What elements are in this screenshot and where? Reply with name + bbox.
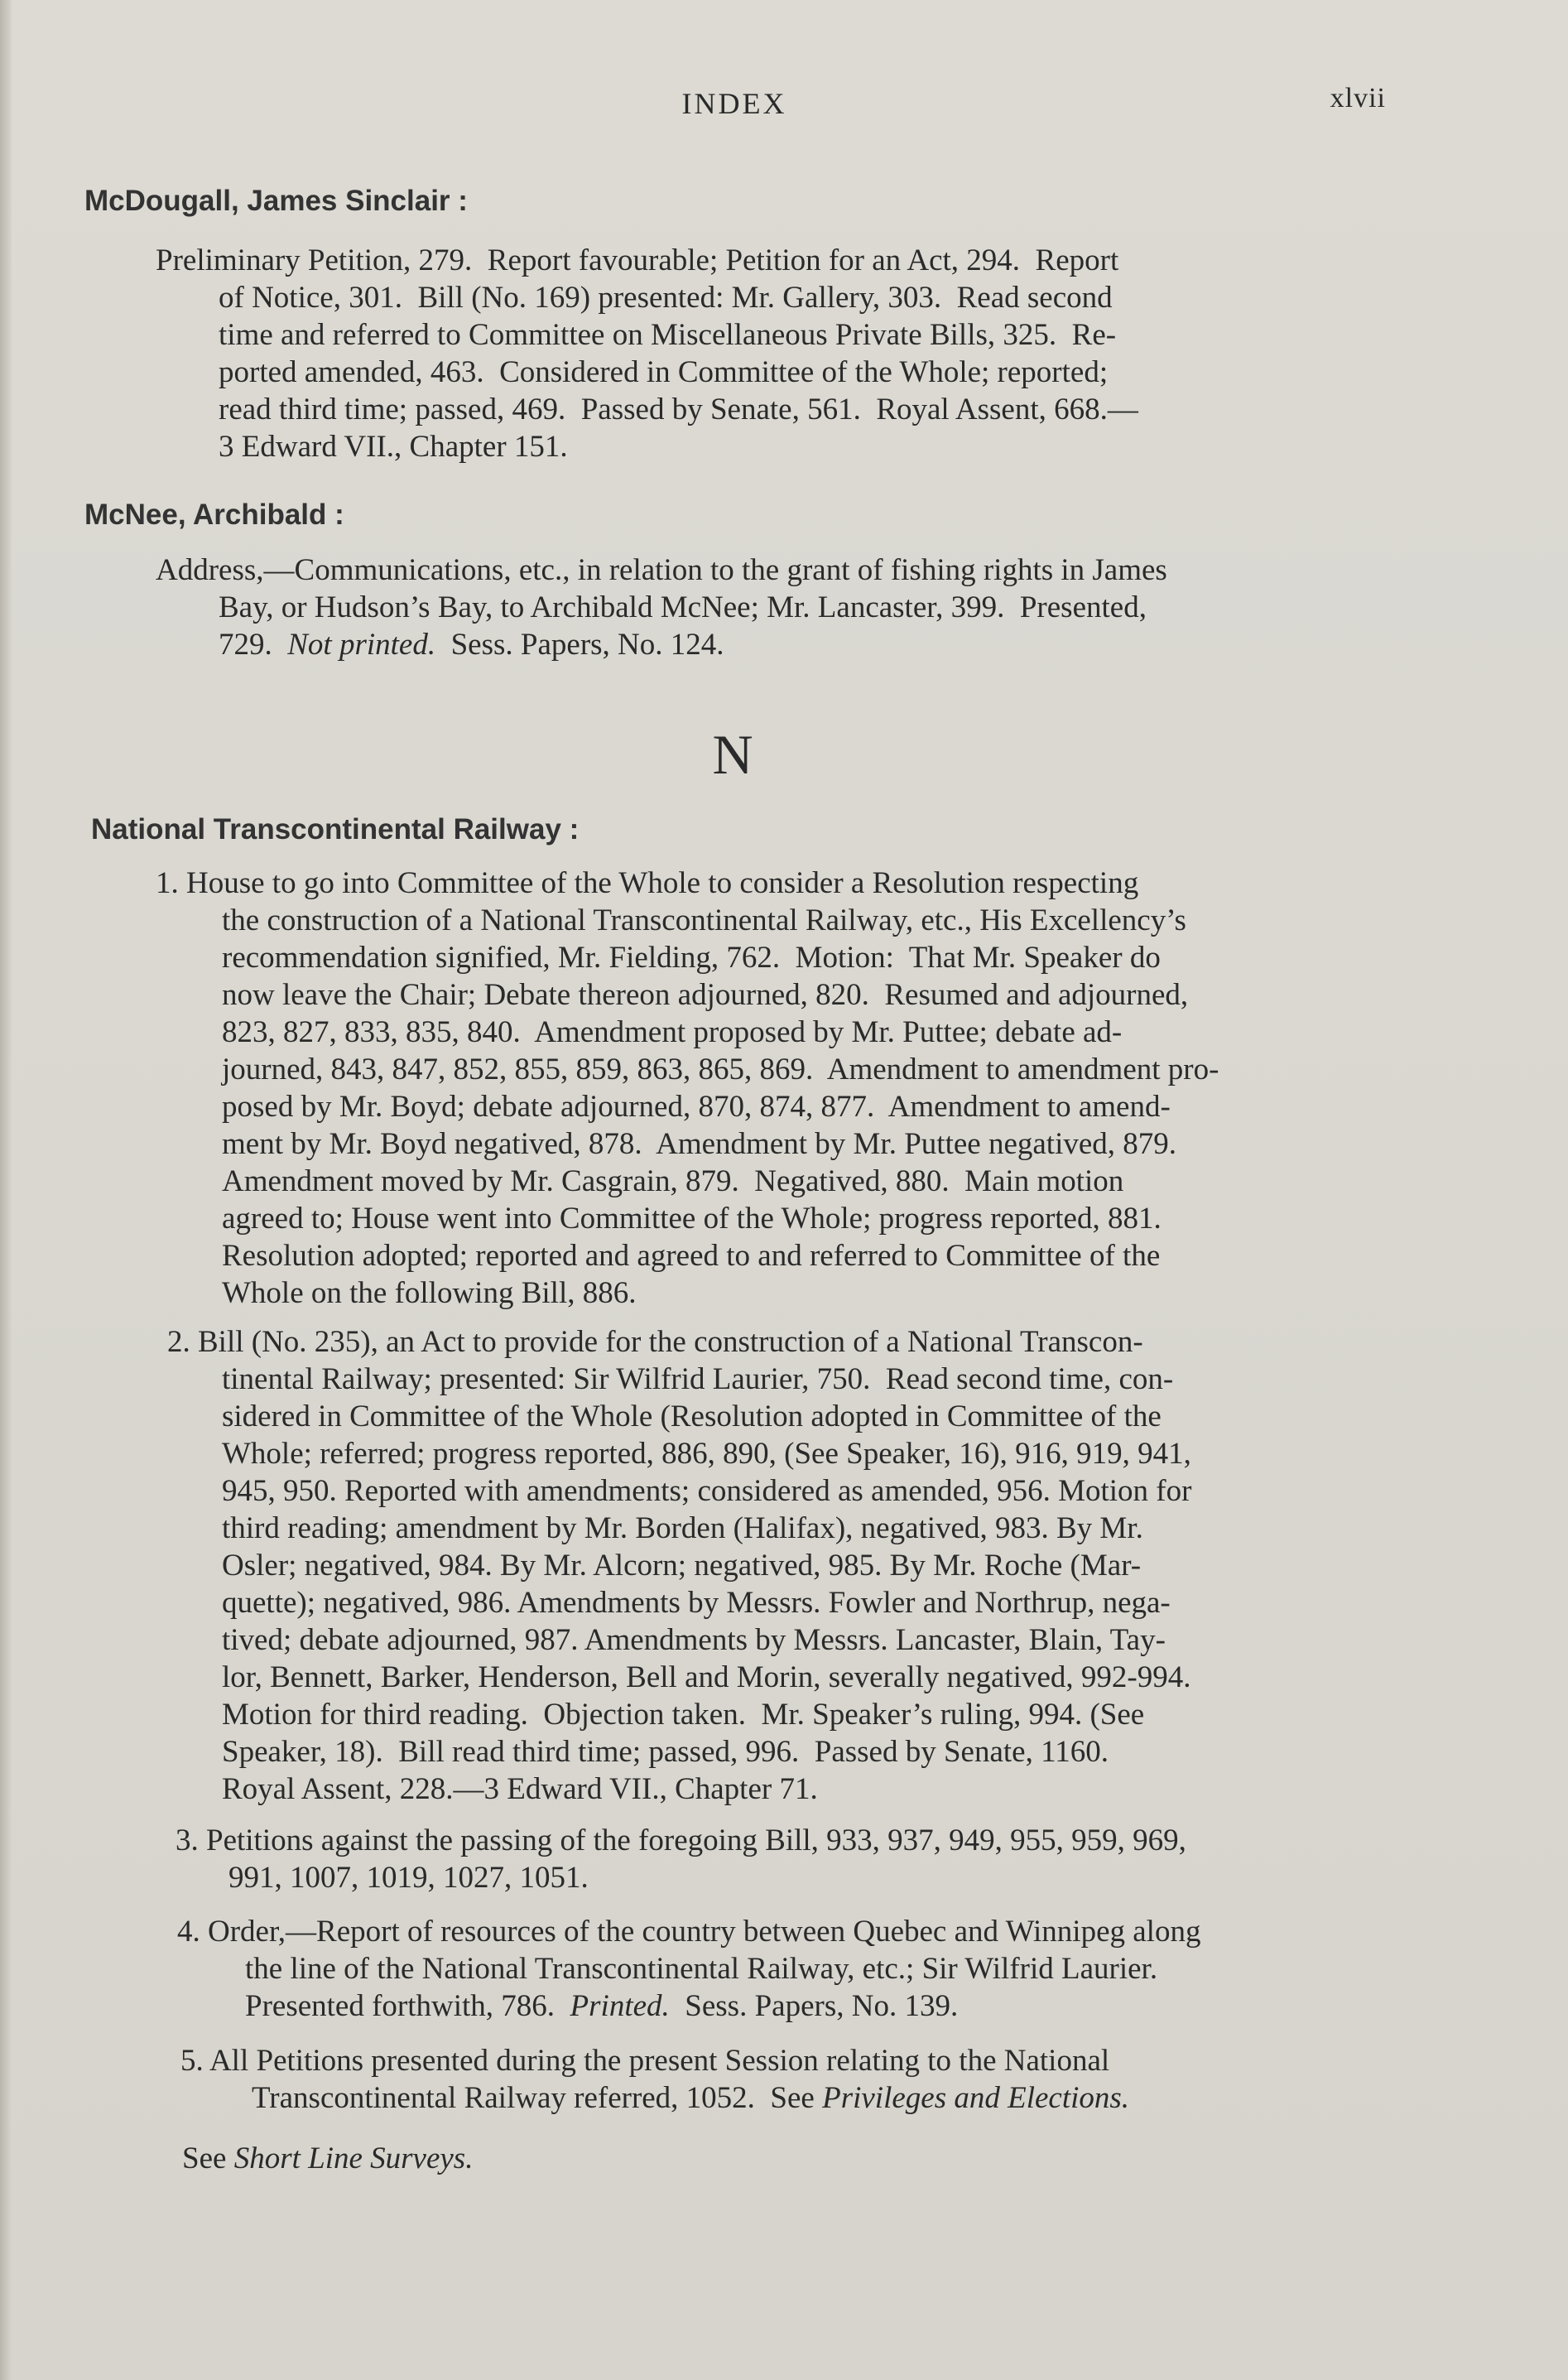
- text-line: Bay, or Hudson’s Bay, to Archibald McNee; Mr. Lancaster, 399. Presented,: [219, 590, 1147, 624]
- text-line: journed, 843, 847, 852, 855, 859, 863, 865, 869. Amendment to amendment pro-: [222, 1053, 1219, 1086]
- text-line: 3. Petitions against the passing of the foregoing Bill, 933, 937, 949, 955, 959, 969,: [176, 1824, 1186, 1857]
- text-line: 2. Bill (No. 235), an Act to provide for the construction of a National Transcon-: [167, 1325, 1143, 1359]
- entry-heading-ntr: National Transcontinental Railway :: [91, 813, 580, 846]
- text-line: the construction of a National Transcontinental Railway, etc., His Excellency’s: [222, 903, 1186, 937]
- italic-text: Privileges and Elections.: [822, 2081, 1130, 2115]
- text-line: Address,—Communications, etc., in relation to the grant of fishing rights in James: [156, 553, 1167, 587]
- text-line: of Notice, 301. Bill (No. 169) presented: Mr. Gallery, 303. Read second: [219, 281, 1113, 315]
- text-line: sidered in Committee of the Whole (Resolution adopted in Committee of the: [222, 1400, 1162, 1433]
- running-header: INDEX: [681, 87, 787, 120]
- text-line: now leave the Chair; Debate thereon adjourned, 820. Resumed and adjourned,: [222, 978, 1189, 1012]
- text-line: Amendment moved by Mr. Casgrain, 879. Negatived, 880. Main motion: [222, 1164, 1124, 1198]
- text-line: 5. All Petitions presented during the present Session relating to the National: [180, 2044, 1110, 2078]
- ntr-item-2: [167, 1323, 1191, 1808]
- text-line: [156, 626, 1167, 663]
- text-line: 3 Edward VII., Chapter 151.: [219, 430, 568, 464]
- text-line: agreed to; House went into Committee of the Whole; progress reported, 881.: [222, 1202, 1162, 1236]
- text-line: third reading; amendment by Mr. Borden (Halifax), negatived, 983. By Mr.: [222, 1511, 1143, 1545]
- entry-heading-mcnee: McNee, Archibald :: [84, 499, 344, 531]
- text-line: [177, 1987, 1200, 2025]
- text-line: Whole; referred; progress reported, 886, 890, (See Speaker, 16), 916, 919, 941,: [222, 1437, 1191, 1471]
- see-also-reference: [182, 2141, 473, 2176]
- text-segment: 729.: [219, 628, 288, 662]
- text-line: 945, 950. Reported with amendments; considered as amended, 956. Motion for: [222, 1474, 1192, 1508]
- text-line: 4. Order,—Report of resources of the country between Quebec and Winnipeg along: [177, 1915, 1201, 1949]
- ntr-item-1: [156, 865, 1219, 1312]
- text-line: Preliminary Petition, 279. Report favourable; Petition for an Act, 294. Report: [156, 243, 1119, 277]
- page-binding-edge: [0, 0, 12, 2380]
- ntr-item-5: [180, 2042, 1129, 2117]
- ntr-item-3: [176, 1822, 1186, 1896]
- text-line: Speaker, 18). Bill read third time; passed, 996. Passed by Senate, 1160.: [222, 1735, 1109, 1769]
- text-line: tived; debate adjourned, 987. Amendments by Messrs. Lancaster, Blain, Tay-: [222, 1623, 1166, 1657]
- text-line: Resolution adopted; reported and agreed to and referred to Committee of the: [222, 1239, 1161, 1273]
- text-line: 1. House to go into Committee of the Whole to consider a Resolution respecting: [156, 866, 1139, 900]
- text-segment: Sess. Papers, No. 139.: [669, 1989, 959, 2023]
- italic-text: Printed.: [570, 1989, 670, 2023]
- text-segment: Transcontinental Railway referred, 1052. See: [252, 2081, 823, 2115]
- entry-heading-mcdougall: McDougall, James Sinclair :: [84, 185, 468, 217]
- text-segment: See: [182, 2142, 234, 2175]
- text-line: time and referred to Committee on Miscellaneous Private Bills, 325. Re-: [219, 318, 1117, 352]
- text-line: read third time; passed, 469. Passed by Senate, 561. Royal Assent, 668.—: [219, 393, 1138, 426]
- text-line: the line of the National Transcontinental Railway, etc.; Sir Wilfrid Laurier.: [245, 1952, 1158, 1986]
- text-line: 991, 1007, 1019, 1027, 1051.: [228, 1861, 589, 1895]
- text-line: ment by Mr. Boyd negatived, 878. Amendment by Mr. Puttee negatived, 879.: [222, 1127, 1177, 1161]
- text-line: [180, 2079, 1129, 2117]
- text-line: posed by Mr. Boyd; debate adjourned, 870, 874, 877. Amendment to amend-: [222, 1090, 1171, 1124]
- text-line: 823, 827, 833, 835, 840. Amendment proposed by Mr. Puttee; debate ad-: [222, 1015, 1123, 1049]
- section-letter: N: [712, 723, 757, 786]
- text-line: quette); negatived, 986. Amendments by Messrs. Fowler and Northrup, nega-: [222, 1586, 1171, 1620]
- text-line: recommendation signified, Mr. Fielding, 762. Motion: That Mr. Speaker do: [222, 941, 1161, 975]
- entry-body-mcdougall: [156, 242, 1138, 465]
- text-line: lor, Bennett, Barker, Henderson, Bell and Morin, severally negatived, 992-994.: [222, 1660, 1191, 1694]
- ntr-item-4: [177, 1913, 1200, 2025]
- text-line: tinental Railway; presented: Sir Wilfrid Laurier, 750. Read second time, con-: [222, 1362, 1174, 1396]
- text-line: Osler; negatived, 984. By Mr. Alcorn; negatived, 985. By Mr. Roche (Mar-: [222, 1549, 1142, 1583]
- text-segment: Presented forthwith, 786.: [245, 1989, 570, 2023]
- text-line: Whole on the following Bill, 886.: [222, 1276, 637, 1310]
- text-line: Royal Assent, 228.—3 Edward VII., Chapter 71.: [222, 1772, 818, 1806]
- text-line: Motion for third reading. Objection taken. Mr. Speaker’s ruling, 994. (See: [222, 1698, 1145, 1732]
- italic-text: Short Line Surveys.: [233, 2142, 474, 2175]
- text-segment: Sess. Papers, No. 124.: [435, 628, 724, 662]
- italic-text: Not printed.: [287, 628, 436, 662]
- entry-body-mcnee: [156, 552, 1167, 663]
- page-number: xlvii: [1330, 83, 1386, 113]
- text-line: ported amended, 463. Considered in Committee of the Whole; reported;: [219, 355, 1109, 389]
